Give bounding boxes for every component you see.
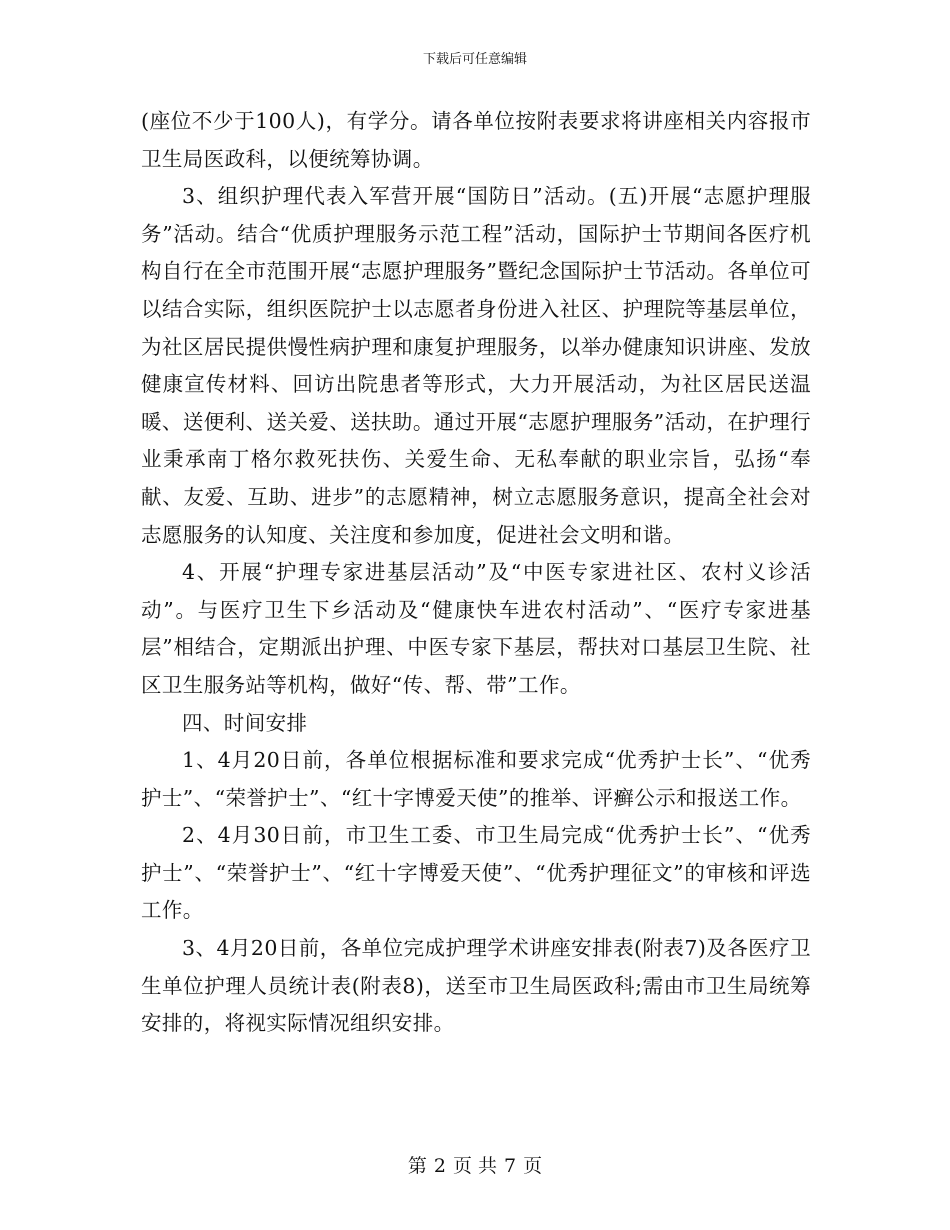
paragraph: 4、开展“护理专家进基层活动”及“中医专家进社区、农村义诊活动”。与医疗卫生下乡活动及“健康快车进农村活动”、“医疗专家进基层”相结合，定期派出护理、中医专家下基层，帮扶对口基层卫生院、社区卫生服务站等机构，做好“传、帮、带”工作。 xyxy=(141,560,811,697)
current-page-number: 2 xyxy=(433,1155,446,1177)
footer-suffix: 页 xyxy=(523,1155,543,1177)
paragraph: 2、4月30日前，市卫生工委、市卫生局完成“优秀护士长”、“优秀护士”、“荣誉护士”、“红十字博爱天使”、“优秀护理征文”的审核和评选工作。 xyxy=(141,823,811,923)
document-body xyxy=(141,103,811,1043)
header-text: 下载后可任意编辑 xyxy=(422,52,527,67)
page-header xyxy=(0,52,950,68)
paragraph: 3、组织护理代表入军营开展“国防日”活动。(五)开展“志愿护理服务”活动。结合“优质护理服务示范工程”活动，国际护士节期间各医疗机构自行在全市范围开展“志愿护理服务”暨纪念国际护士节活动。各单位可以结合实际，组织医院护士以志愿者身份进入社区、护理院等基层单位，为社区居民提供慢性病护理和康复护理服务，以举办健康知识讲座、发放健康宣传材料、回访出院患者等形式，大力开展活动，为社区居民送温暖、送便利、送关爱、送扶助。通过开展“志愿护理服务”活动，在护理行业秉承南丁格尔救死扶伤、关爱生命、无私奉献的职业宗旨，弘扬“奉献、友爱、互助、进步”的志愿精神，树立志愿服务意识，提高全社会对志愿服务的认知度、关注度和参加度，促进社会文明和谐。 xyxy=(141,184,811,547)
total-page-number: 7 xyxy=(504,1155,517,1177)
paragraph: 3、4月20日前，各单位完成护理学术讲座安排表(附表7)及各医疗卫生单位护理人员统计表(附表8)，送至市卫生局医政科;需由市卫生局统筹安排的，将视实际情况组织安排。 xyxy=(141,936,811,1036)
footer-prefix: 第 xyxy=(407,1155,427,1177)
section-heading: 四、时间安排 xyxy=(182,710,308,735)
footer-middle: 页 共 xyxy=(452,1155,498,1177)
paragraph: (座位不少于100人)，有学分。请各单位按附表要求将讲座相关内容报市卫生局医政科，以便统筹协调。 xyxy=(141,109,811,171)
page-footer xyxy=(0,1154,950,1178)
paragraph: 1、4月20日前，各单位根据标准和要求完成“优秀护士长”、“优秀护士”、“荣誉护士”、“红十字博爱天使”的推举、评癣公示和报送工作。 xyxy=(141,748,811,810)
